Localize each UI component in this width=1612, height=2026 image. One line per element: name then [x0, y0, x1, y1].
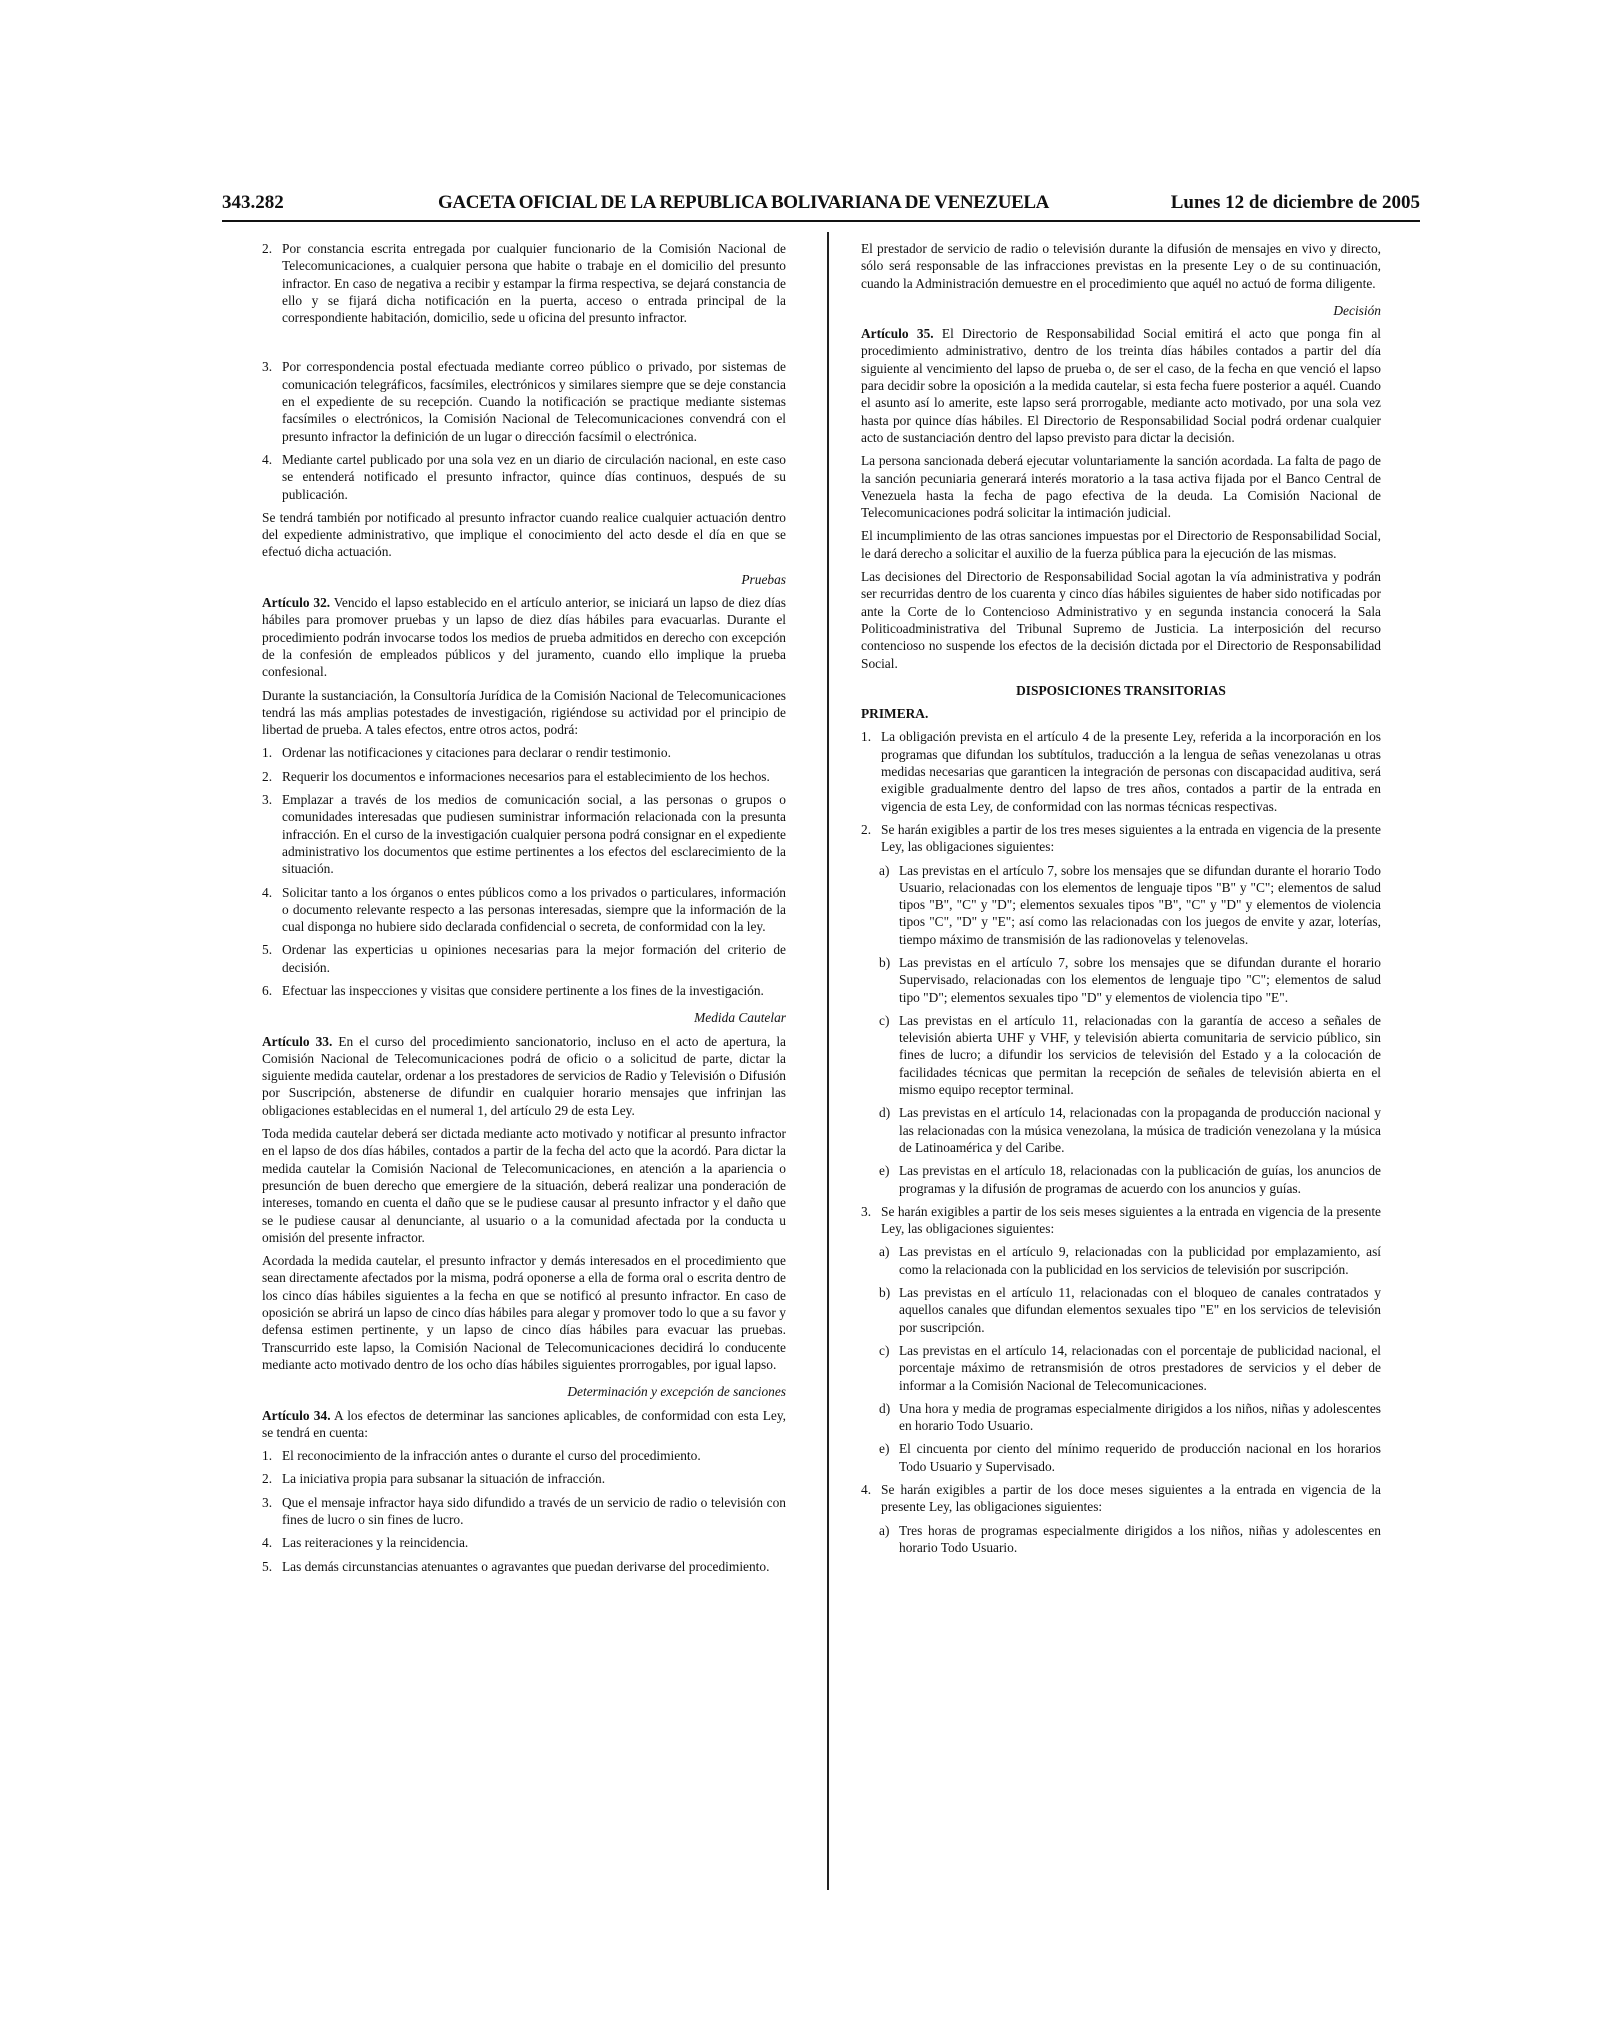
- item-text: Por correspondencia postal efectuada mediante correo público o privado, por sistemas de comunicación telegráficos, facsímiles, electrónicos y similares siempre que se deje constancia en el expediente de su recepción. Cuando la notificación se practique mediante sistemas facsímiles o electrónicos, la Comisión Nacional de Telecomunicaciones convendrá con el presunto infractor la definición de un lugar o dirección facsímil o electrónica.: [282, 359, 786, 444]
- item-number: 3.: [861, 1203, 872, 1219]
- item-letter: c): [879, 1342, 890, 1358]
- item-text: Tres horas de programas especialmente dirigidos a los niños, niñas y adolescentes en horario Todo Usuario.: [899, 1522, 1381, 1555]
- item-letter: c): [879, 1012, 890, 1028]
- item-text: Solicitar tanto a los órganos o entes públicos como a los privados o particulares, información o documento relevante respecto a las personas interesadas, siempre que la información de la cual disponga no hubiere sido declarada confidencial o secreta, de conformidad con la ley.: [282, 884, 786, 935]
- sub-item: [879, 862, 1381, 948]
- left-column: [262, 240, 786, 1581]
- article-label: Artículo 34.: [262, 1407, 331, 1423]
- page-header: [222, 192, 1420, 222]
- sub-item: [879, 1342, 1381, 1394]
- item-text: Las demás circunstancias atenuantes o agravantes que puedan derivarse del procedimiento.: [282, 1558, 770, 1574]
- item-letter: b): [879, 954, 891, 970]
- article-32: [262, 594, 786, 680]
- list-item: [262, 358, 786, 444]
- item-letter: a): [879, 1244, 890, 1260]
- paragraph: Durante la sustanciación, la Consultoría Jurídica de la Comisión Nacional de Telecomunicaciones tendrá las más amplias potestades de investigación, rigiéndose su actividad por el principio de libertad de prueba. A tales efectos, entre otros actos, podrá:: [262, 687, 786, 738]
- item-letter: d): [879, 1105, 891, 1121]
- publication-date: Lunes 12 de diciembre de 2005: [1170, 192, 1420, 213]
- section-heading: Decisión: [1333, 302, 1381, 318]
- paragraph: Toda medida cautelar deberá ser dictada mediante acto motivado y notificar al presunto infractor en el lapso de dos días hábiles, contados a partir de la fecha del acto que la acordó. Para dictar la medida cautelar la Comisión Nacional de Telecomunicaciones, en atención a la apariencia o presunción de buen derecho que emergiere de la situación, deberá realizar una ponderación de intereses, tomando en cuenta el daño que se le pudiese causar al presunto infractor y el daño que se le pudiese causar al denunciante, al usuario o a la comunidad afectada por la conducta u omisión del presente infractor.: [262, 1126, 786, 1245]
- paragraph: El prestador de servicio de radio o televisión durante la difusión de mensajes en vivo y directo, sólo será responsable de las infracciones previstas en la presente Ley o de su continuación, cuando la Administración demuestre en el procedimiento que aquél no actuó de forma diligente.: [861, 241, 1381, 291]
- item-letter: d): [879, 1400, 891, 1416]
- article-label: Artículo 32.: [262, 595, 331, 611]
- paragraph: Las decisiones del Directorio de Responsabilidad Social agotan la vía administrativa y podrán ser recurridas dentro de los cuarenta y cinco días hábiles siguientes de haber sido notificadas por ante la Corte de lo Contencioso Administrativo y en segunda instancia conocerá la Sala Politicoadministrativa del Tribunal Supremo de Justicia. La interposición del recurso contencioso no suspende los efectos de la decisión dictada por el Directorio de Responsabilidad Social.: [861, 569, 1381, 671]
- publication-title: GACETA OFICIAL DE LA REPUBLICA BOLIVARIANA DE VENEZUELA: [438, 192, 1049, 213]
- item-text: Ordenar las experticias u opiniones necesarias para la mejor formación del criterio de decisión.: [282, 942, 786, 975]
- item-text: El reconocimiento de la infracción antes o durante el curso del procedimiento.: [282, 1448, 701, 1464]
- section-heading: Medida Cautelar: [694, 1010, 786, 1026]
- item-number: 4.: [262, 451, 273, 467]
- list-item: [262, 744, 786, 761]
- article-label: Artículo 35.: [861, 326, 934, 342]
- item-text: Las previstas en el artículo 18, relacionadas con la publicación de guías, los anuncios de programas y la difusión de programas de acuerdo con los anuncios y guías.: [899, 1163, 1381, 1196]
- item-text: Que el mensaje infractor haya sido difundido a través de un servicio de radio o televisión con fines de lucro o sin fines de lucro.: [282, 1494, 786, 1527]
- item-text: Las previstas en el artículo 9, relacionadas con la publicidad por emplazamiento, así como la relacionada con la publicidad en los servicios de televisión por suscripción.: [899, 1244, 1381, 1277]
- item-text: Las previstas en el artículo 11, relacionadas con el bloqueo de canales contratados y aquellos canales que difundan elementos sexuales tipo "E" en los servicios de televisión por suscripción.: [899, 1285, 1381, 1335]
- item-number: 2.: [262, 241, 273, 256]
- article-text: A los efectos de determinar las sanciones aplicables, de conformidad con esta Ley, se tendrá en cuenta:: [262, 1407, 787, 1440]
- sub-item: [879, 1162, 1381, 1197]
- paragraph: Acordada la medida cautelar, el presunto infractor y demás interesados en el procedimiento que sean directamente afectados por la misma, podrá oponerse a ella de forma oral o escrita dentro de los cinco días hábiles siguientes a la fecha en que se notificó al presunto infractor. En caso de oposición se abrirá un lapso de cinco días hábiles para alegar y promover todo lo que a su favor y defensa estimen pertinente, y un lapso de cinco días hábiles para evacuar las pruebas. Transcurrido este lapso, la Comisión Nacional de Telecomunicaciones decidirá lo conducente mediante acto motivado dentro de los ocho días hábiles siguientes prorrogables, por igual lapso.: [262, 1253, 786, 1372]
- sub-item: [879, 1400, 1381, 1435]
- item-number: 5.: [262, 942, 273, 958]
- item-text: Ordenar las notificaciones y citaciones para declarar o rendir testimonio.: [282, 745, 671, 761]
- item-text: Requerir los documentos e informaciones necesarios para el establecimiento de los hechos.: [282, 768, 770, 784]
- item-number: 2.: [262, 768, 273, 784]
- article-text: En el curso del procedimiento sancionatorio, incluso en el acto de apertura, la Comisión Nacional de Telecomunicaciones podrá de oficio o a solicitud de parte, dictar la siguiente medida cautelar, ordenar a los prestadores de servicios de Radio y Televisión o Difusión por Suscripción, abstenerse de difundir en cualquier horario mensajes que infrinjan las obligaciones establecidas en el numeral 1, del artículo 29 de esta Ley.: [262, 1033, 787, 1118]
- item-letter: e): [879, 1441, 890, 1457]
- sub-item: [879, 954, 1381, 1006]
- item-text: Se harán exigibles a partir de los doce meses siguientes a la entrada en vigencia de la presente Ley, las obligaciones siguientes:: [881, 1482, 1381, 1515]
- item-number: 1.: [262, 1448, 273, 1464]
- list-item: [262, 1494, 786, 1529]
- column-divider: [827, 232, 829, 1890]
- item-text: Se harán exigibles a partir de los seis meses siguientes a la entrada en vigencia de la presente Ley, las obligaciones siguientes:: [881, 1203, 1381, 1237]
- section-heading: Pruebas: [741, 571, 786, 587]
- transitional-heading: DISPOSICIONES TRANSITORIAS: [1016, 682, 1226, 698]
- list-item: [861, 728, 1381, 814]
- item-number: 3.: [262, 1494, 273, 1510]
- list-item: [262, 240, 786, 326]
- item-text: La obligación prevista en el artículo 4 de la presente Ley, referida a la incorporación en los programas que difundan los subtítulos, traducción a la lengua de señas venezolanas u otras medidas necesarias que garanticen la integración de personas con discapacidad auditiva, será exigible gradualmente dentro del lapso de tres años, contados a partir de la entrada en vigencia de esta Ley, de conformidad con las normas técnicas respectivas.: [881, 729, 1381, 814]
- article-text: El Directorio de Responsabilidad Social emitirá el acto que ponga fin al procedimiento administrativo, dentro de los treinta días hábiles contados a partir del día siguiente al vencimiento del lapso de prueba o, de ser el caso, de la fecha en que venció el lapso para decidir sobre la oposición a la medida cautelar, si esta fecha fuere posterior a aquél. Cuando el asunto así lo amerite, este lapso será prorrogable, mediante acto motivado, por una sola vez hasta por quince días hábiles. El Directorio de Responsabilidad Social podrá ordenar cualquier acto de sustanciación dentro del lapso previsto para dictar la decisión.: [861, 326, 1381, 445]
- item-letter: a): [879, 862, 890, 878]
- list-item: [861, 1481, 1381, 1516]
- list-item: [262, 791, 786, 877]
- item-text: Por constancia escrita entregada por cualquier funcionario de la Comisión Nacional de Telecomunicaciones, a cualquier persona que habite o trabaje en el domicilio del presunto infractor. En caso de negativa a recibir y estampar la firma respectiva, se dejará constancia de ello y se fijará dicha notificación en la puerta, acceso o entrada principal de la correspondiente habitación, domicilio, sede u oficina del presunto infractor.: [282, 241, 786, 326]
- item-letter: e): [879, 1163, 890, 1179]
- item-number: 6.: [262, 982, 273, 998]
- paragraph: Se tendrá también por notificado al presunto infractor cuando realice cualquier actuación dentro del expediente administrativo, que implique el conocimiento del acto desde el día en que se efectuó dicha actuación.: [262, 509, 786, 560]
- spacer: [262, 332, 786, 358]
- item-number: 5.: [262, 1558, 273, 1574]
- section-heading: Determinación y excepción de sanciones: [567, 1384, 786, 1400]
- sub-item: [879, 1522, 1381, 1557]
- article-34: [262, 1407, 786, 1442]
- list-item: [262, 1470, 786, 1487]
- item-text: Se harán exigibles a partir de los tres meses siguientes a la entrada en vigencia de la presente Ley, las obligaciones siguientes:: [881, 821, 1381, 855]
- item-text: Mediante cartel publicado por una sola vez en un diario de circulación nacional, en este caso se entenderá notificado el presunto infractor, quince días continuos, después de su publicación.: [282, 451, 786, 502]
- item-text: Efectuar las inspecciones y visitas que considere pertinente a los fines de la investigación.: [282, 982, 764, 998]
- item-letter: a): [879, 1522, 890, 1538]
- list-item: [262, 768, 786, 785]
- item-text: Una hora y media de programas especialmente dirigidos a los niños, niñas y adolescentes en horario Todo Usuario.: [899, 1400, 1381, 1434]
- item-number: 2.: [262, 1471, 273, 1487]
- article-33: [262, 1033, 786, 1119]
- item-number: 3.: [262, 359, 273, 375]
- item-number: 4.: [262, 884, 273, 900]
- item-text: El cincuenta por ciento del mínimo requerido de producción nacional en los horarios Todo Usuario y Supervisado.: [899, 1441, 1381, 1474]
- item-number: 1.: [262, 745, 273, 761]
- sub-item: [879, 1012, 1381, 1098]
- paragraph: El incumplimiento de las otras sanciones impuestas por el Directorio de Responsabilidad Social, le dará derecho a solicitar el auxilio de la fuerza pública para la ejecución de las mismas.: [861, 528, 1381, 561]
- list-item: [262, 941, 786, 976]
- list-item: [861, 1203, 1381, 1238]
- item-text: Emplazar a través de los medios de comunicación social, a las personas o grupos o comunidades interesadas que pudiesen suministrar información relacionada con la presunta infracción. En el curso de la investigación cualquier persona podrá consignar en el expediente administrativo los documentos que estime pertinentes a los efectos del esclarecimiento de la situación.: [282, 792, 786, 877]
- item-number: 4.: [861, 1482, 872, 1497]
- item-number: 3.: [262, 792, 273, 808]
- item-text: Las reiteraciones y la reincidencia.: [282, 1535, 469, 1551]
- article-35: [861, 325, 1381, 446]
- article-label: Artículo 33.: [262, 1033, 333, 1049]
- item-text: La iniciativa propia para subsanar la situación de infracción.: [282, 1471, 606, 1487]
- item-number: 4.: [262, 1535, 273, 1551]
- list-item: [262, 982, 786, 999]
- item-text: Las previstas en el artículo 14, relacionadas con el porcentaje de publicidad nacional, el porcentaje máximo de retransmisión de otros prestadores de servicios y el deber de informar a la Comisión Nacional de Telecomunicaciones.: [899, 1342, 1381, 1393]
- sub-item: [879, 1243, 1381, 1278]
- list-item: [262, 884, 786, 936]
- right-column: [861, 240, 1381, 1562]
- list-item: [262, 1447, 786, 1464]
- page-number: 343.282: [222, 192, 284, 213]
- paragraph: La persona sancionada deberá ejecutar voluntariamente la sanción acordada. La falta de pago de la sanción pecuniaria generará interés moratorio a la tasa activa fijada por el Banco Central de Venezuela hasta la fecha de pago efectiva de la deuda. La Comisión Nacional de Telecomunicaciones podrá solicitar la intimación judicial.: [861, 453, 1381, 521]
- item-letter: b): [879, 1285, 891, 1301]
- item-number: 2.: [861, 821, 872, 837]
- list-item: [262, 1534, 786, 1551]
- list-item: [262, 451, 786, 503]
- item-text: Las previstas en el artículo 14, relacionadas con la propaganda de producción nacional y las relacionadas con la música venezolana, la música de tradición venezolana y la música de Latinoamérica y del Caribe.: [899, 1105, 1381, 1155]
- item-number: 1.: [861, 729, 872, 745]
- list-item: [861, 821, 1381, 856]
- article-text: Vencido el lapso establecido en el artículo anterior, se iniciará un lapso de diez días hábiles para promover pruebas y un lapso de diez días hábiles para evacuarlas. Durante el procedimiento podrán invocarse todos los medios de prueba admitidos en derecho con excepción de la confesión de empleados públicos y del juramento, cuando ello implique la prueba confesional.: [262, 595, 787, 680]
- item-text: Las previstas en el artículo 7, sobre los mensajes que se difundan durante el horario Todo Usuario, relacionadas con los elementos de lenguaje tipos "B" y "C"; elementos de salud tipos "B", "C" y "D"; elementos sexuales tipos "B", "C" y "D" y elementos de violencia tipos "C", "D" y "E"; así como las relacionadas con los juegos de envite y azar, loterías, tiempo máximo de transmisión de las radionovelas y telenovelas.: [899, 862, 1381, 947]
- sub-item: [879, 1104, 1381, 1156]
- sub-item: [879, 1284, 1381, 1336]
- list-item: [262, 1558, 786, 1575]
- subsection-heading: PRIMERA.: [861, 706, 929, 722]
- item-text: Las previstas en el artículo 11, relacionadas con la garantía de acceso a señales de televisión abierta UHF y VHF, y televisión abierta comunitaria de servicio público, sin fines de lucro; a difundir los servicios de televisión del Estado y a la colocación de facilidades técnicas que permitan la recepción de señales de televisión abierta en el mismo equipo receptor terminal.: [899, 1012, 1381, 1098]
- sub-item: [879, 1440, 1381, 1475]
- item-text: Las previstas en el artículo 7, sobre los mensajes que se difundan durante el horario Supervisado, relacionadas con los elementos de lenguaje tipo "C"; elementos de salud tipo "D"; elementos sexuales tipo "D" y elementos de violencia tipo "E".: [899, 954, 1381, 1005]
